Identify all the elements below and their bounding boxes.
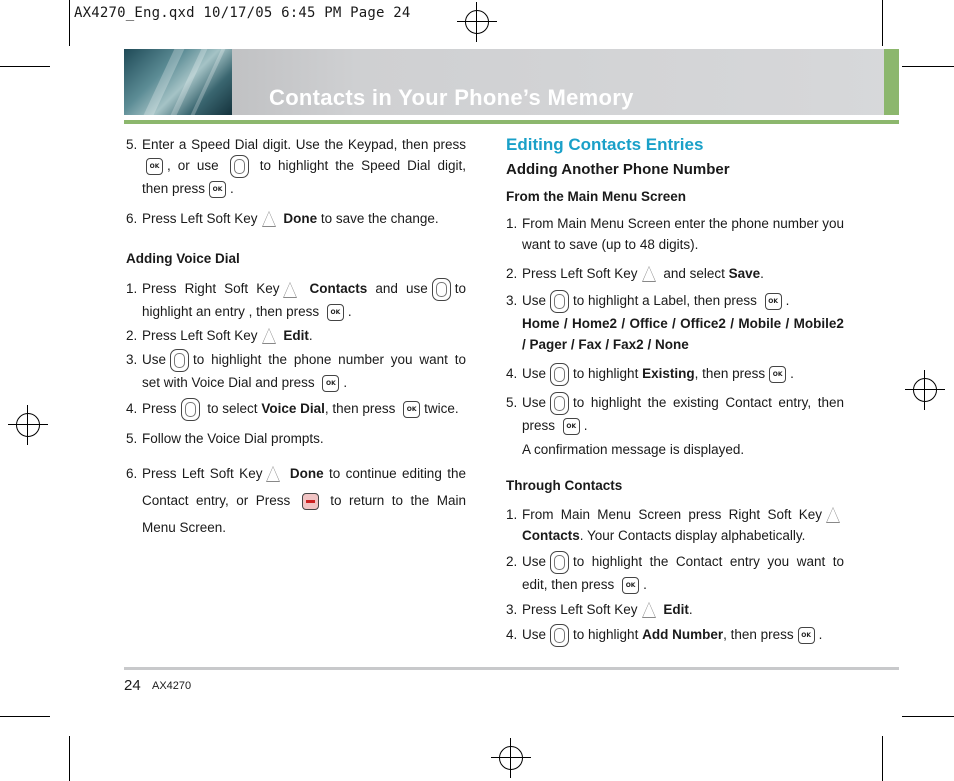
right-column <box>506 134 844 647</box>
list-item: 4. Use to highlight Existing, then press OK . <box>506 363 844 386</box>
navigation-key-icon <box>550 624 569 647</box>
ok-key-icon: OK <box>146 158 163 175</box>
crop-mark <box>0 66 50 67</box>
page-banner <box>124 49 899 115</box>
list-item: 6. Press Left Soft Key Done to save the change. <box>126 211 439 226</box>
navigation-key-icon <box>550 551 569 574</box>
navigation-key-icon <box>181 398 200 421</box>
list-item: 4. Press to select Voice Dial, then press OK twice. <box>126 398 466 421</box>
soft-key-icon <box>642 266 656 282</box>
soft-key-icon <box>642 602 656 618</box>
registration-mark-bottom <box>491 738 531 778</box>
crop-mark <box>882 736 883 781</box>
ok-key-icon: OK <box>322 375 339 392</box>
banner-accent <box>884 49 899 115</box>
crop-mark <box>69 0 70 46</box>
list-item: 2. Use to highlight the Contact entry you want to edit, then press OK . <box>506 551 844 595</box>
left-column <box>126 134 466 541</box>
ok-key-icon: OK <box>769 366 786 383</box>
ok-key-icon: OK <box>765 293 782 310</box>
crop-mark <box>0 716 50 717</box>
from-main-menu-heading: From the Main Menu Screen <box>506 189 687 204</box>
list-item: 6. Press Left Soft Key Done to continue editing the Contact entry, or Press to return to the Main Menu Screen. <box>126 466 466 535</box>
page-number: 24 <box>124 677 141 694</box>
list-item: 5. Follow the Voice Dial prompts. <box>126 431 324 446</box>
banner-photo <box>124 49 232 115</box>
registration-mark-right <box>905 370 945 410</box>
section-title: Editing Contacts Entries <box>506 135 704 154</box>
voice-dial-heading: Adding Voice Dial <box>126 251 240 266</box>
soft-key-icon <box>262 328 276 344</box>
list-item: 2. Press Left Soft Key Edit. <box>126 328 313 343</box>
list-item: 1. Press Right Soft Key Contacts and use to highlight an entry , then press OK . <box>126 278 466 322</box>
list-item: 3. Press Left Soft Key Edit. <box>506 602 693 617</box>
list-item: 1. From Main Menu Screen press Right Soft Key Contacts. Your Contacts display alphabetically. <box>506 504 844 546</box>
navigation-key-icon <box>550 290 569 313</box>
soft-key-icon <box>262 211 276 227</box>
through-contacts-heading: Through Contacts <box>506 478 623 493</box>
end-key-icon <box>302 493 319 510</box>
print-slug: AX4270_Eng.qxd 10/17/05 6:45 PM Page 24 <box>74 5 411 21</box>
list-item: 3. Use to highlight a Label, then press OK . Home / Home2 / Office / Office2 / Mobile / Mobile2 / Pager / Fax / Fax2 / None <box>506 290 844 355</box>
list-item: 3. Use to highlight the phone number you want to set with Voice Dial and press OK . <box>126 349 466 393</box>
ok-key-icon: OK <box>403 401 420 418</box>
registration-mark-left <box>8 405 48 445</box>
title-rule <box>124 120 899 124</box>
soft-key-icon <box>826 507 840 523</box>
label-options: Home / Home2 / Office / Office2 / Mobile / Mobile2 / Pager / Fax / Fax2 / None <box>522 316 844 352</box>
ok-key-icon: OK <box>563 418 580 435</box>
list-item: 5. Enter a Speed Dial digit. Use the Keypad, then pressOK , or use to highlight the Speed Dial digit, then press OK . <box>126 137 466 196</box>
list-item: 4. Use to highlight Add Number, then press OK . <box>506 624 844 647</box>
crop-mark <box>69 736 70 781</box>
navigation-key-icon <box>432 278 451 301</box>
list-item: 2. Press Left Soft Key and select Save. <box>506 266 764 281</box>
list-item: 5. Use to highlight the existing Contact entry, then press OK . A confirmation message is displayed. <box>506 392 844 460</box>
navigation-key-icon <box>550 392 569 415</box>
list-item: 1. From Main Menu Screen enter the phone number you want to save (up to 48 digits). <box>506 216 844 252</box>
ok-key-icon: OK <box>209 181 226 198</box>
ok-key-icon: OK <box>622 577 639 594</box>
soft-key-icon <box>266 466 280 482</box>
confirmation-note: A confirmation message is displayed. <box>522 442 745 457</box>
navigation-key-icon <box>170 349 189 372</box>
page-title: Contacts in Your Phone’s Memory <box>269 85 634 110</box>
navigation-key-icon <box>550 363 569 386</box>
model-name: AX4270 <box>152 680 192 692</box>
ok-key-icon: OK <box>327 304 344 321</box>
crop-mark <box>902 716 954 717</box>
footer-rule <box>124 667 899 670</box>
ok-key-icon: OK <box>798 627 815 644</box>
navigation-key-icon <box>230 155 249 178</box>
subsection-title: Adding Another Phone Number <box>506 161 730 178</box>
crop-mark <box>902 66 954 67</box>
soft-key-icon <box>283 282 297 298</box>
registration-mark-top <box>457 2 497 42</box>
crop-mark <box>882 0 883 46</box>
